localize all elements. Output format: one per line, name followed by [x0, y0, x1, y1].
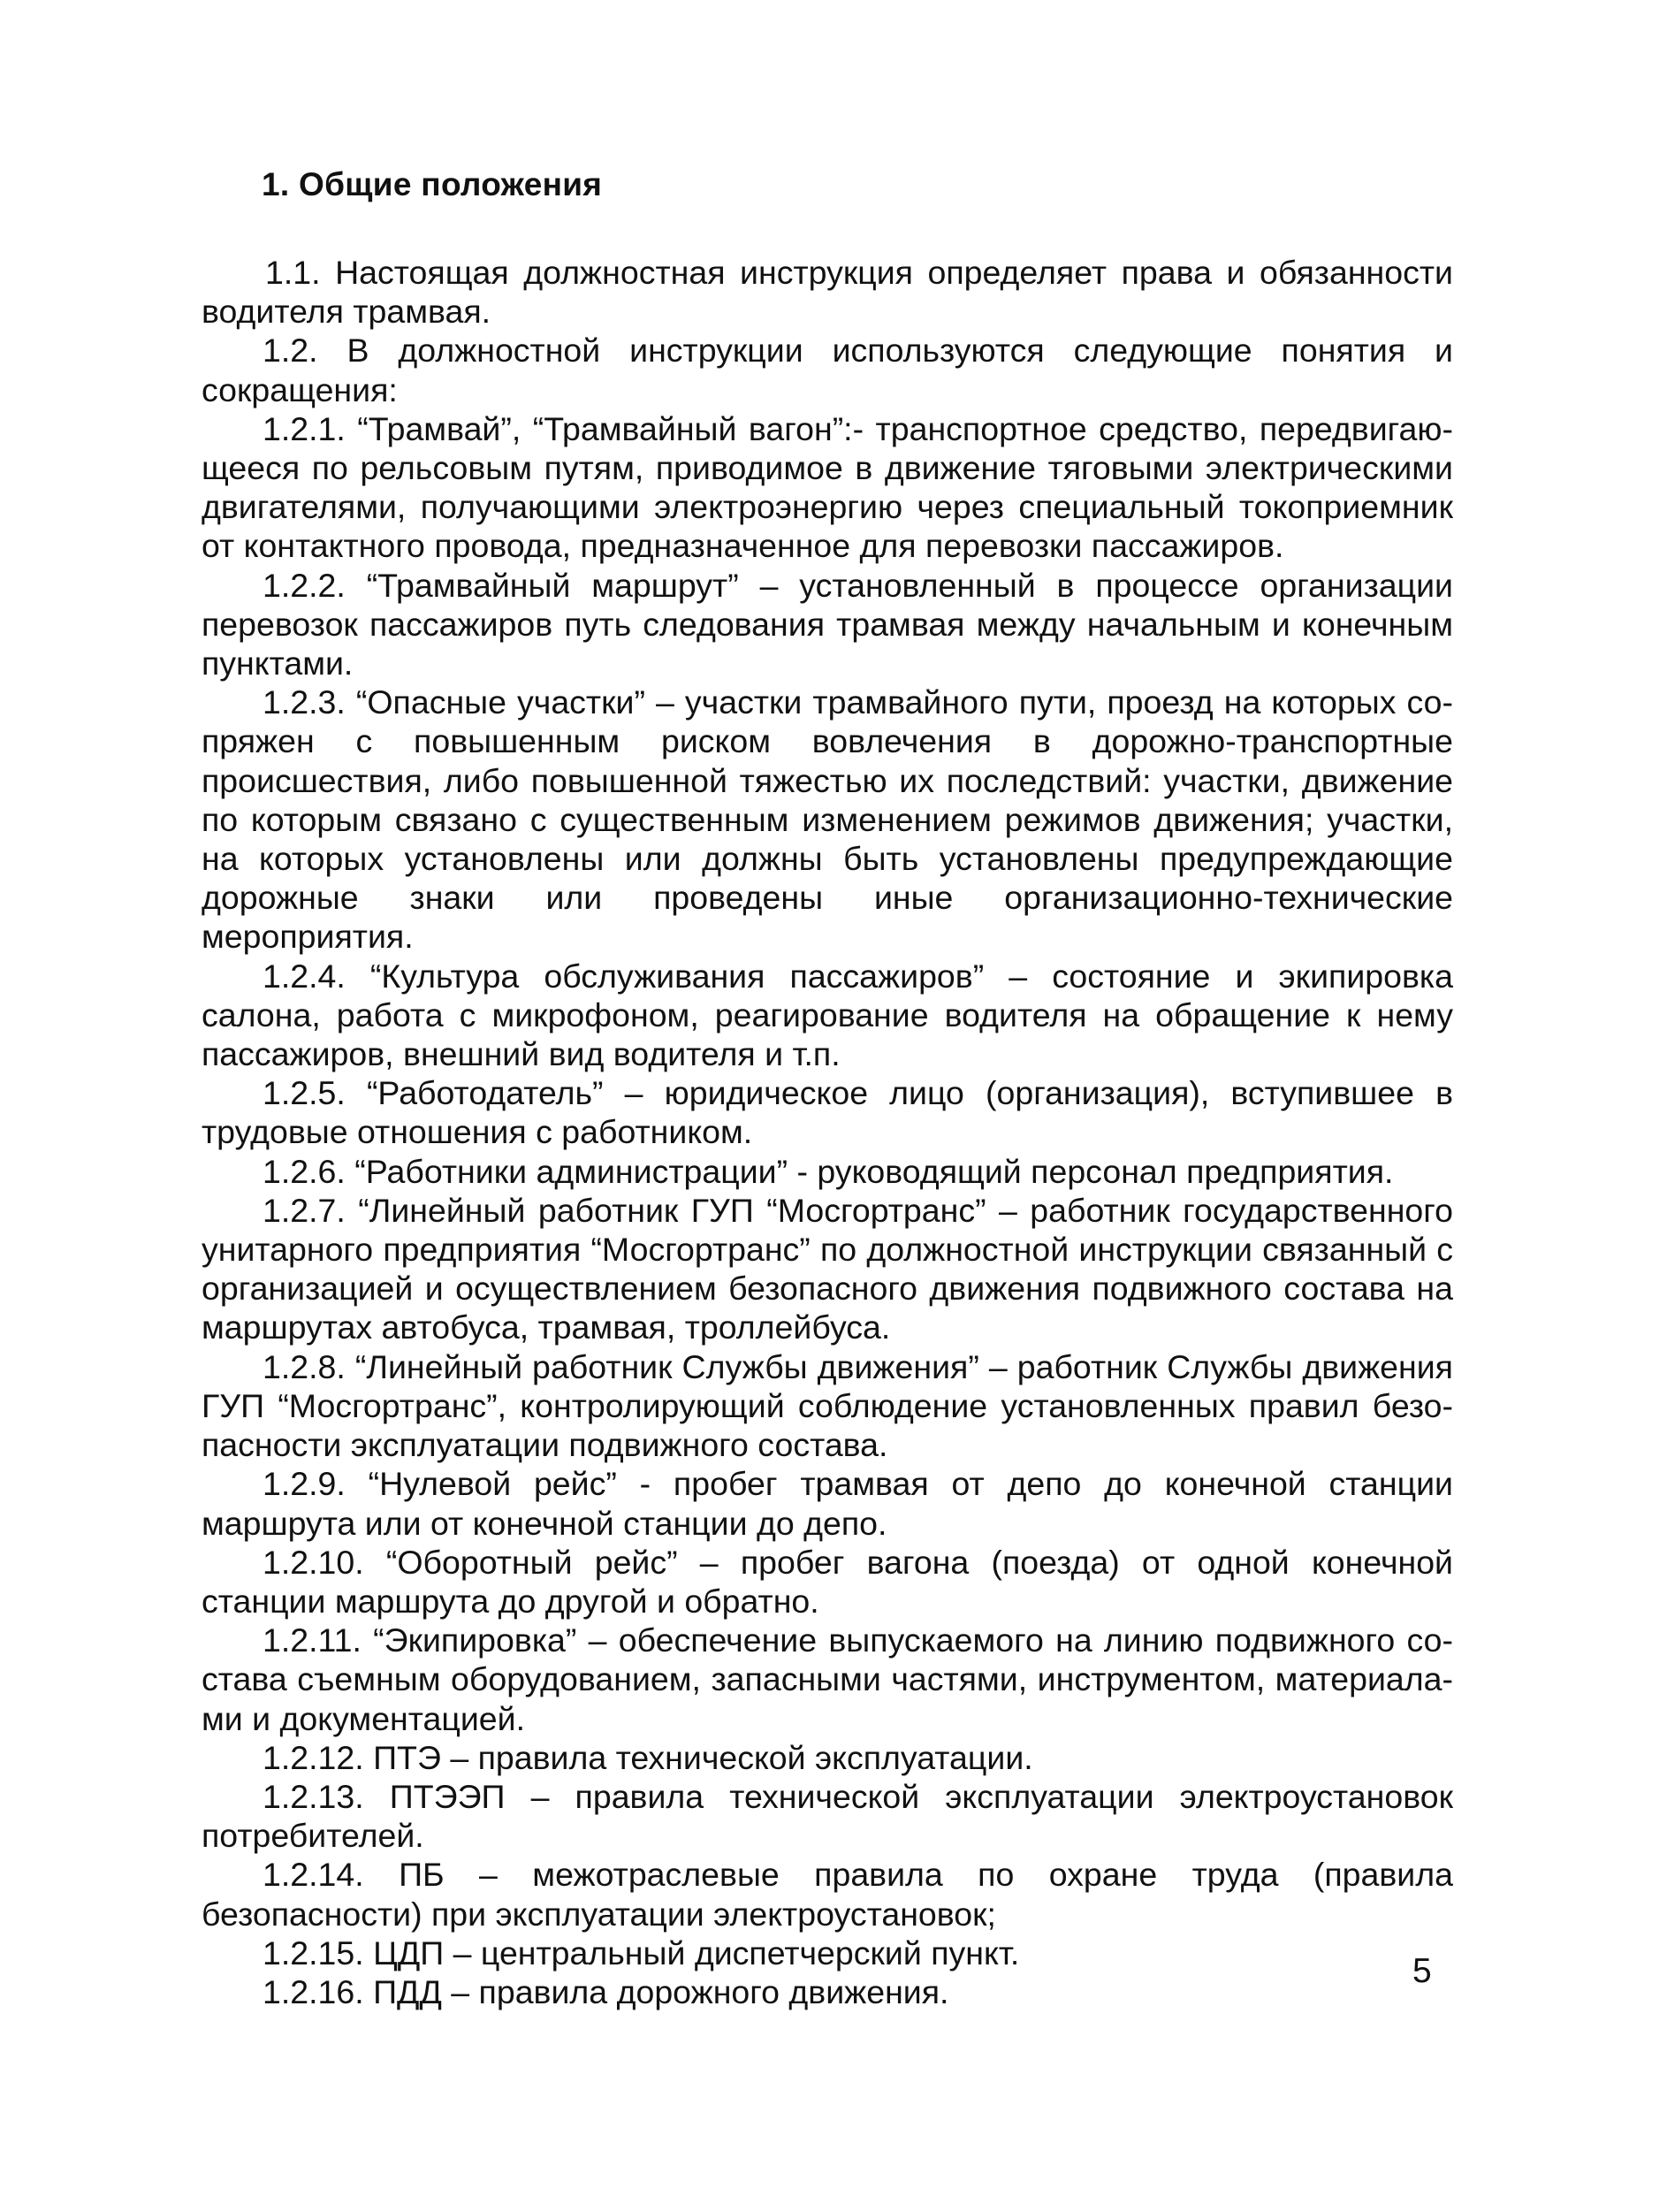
- paragraph-1-2-13: 1.2.13. ПТЭЭП – правила технической эксплуатации электроустановок потребителей.: [202, 1777, 1453, 1855]
- paragraph-1-2-2: 1.2.2. “Трамвайный маршрут” – установленный в процессе организации перевозок пассажиров путь следования трамвая между начальным и конечным пунктами.: [202, 566, 1453, 683]
- page-number: 5: [1412, 1952, 1432, 1990]
- paragraph-1-2-15: 1.2.15. ЦДП – центральный диспетчерский пункт.: [263, 1934, 1020, 1972]
- paragraph-1-2-6: 1.2.6. “Работники администрации” - руководящий персонал предприятия.: [263, 1152, 1394, 1190]
- paragraph-1-2-9: 1.2.9. “Нулевой рейс” - пробег трамвая от депо до конечной станции маршрута или от конечной станции до депо.: [202, 1465, 1453, 1542]
- paragraph-1-2-14: 1.2.14. ПБ – межотраслевые правила по охране труда (правила безопасности) при эксплуатации электроустановок;: [202, 1856, 1453, 1933]
- paragraph-1-2-16: 1.2.16. ПДД – правила дорожного движения.: [263, 1972, 949, 2010]
- paragraph-1-2-8: 1.2.8. “Линейный работник Службы движения” – работник Службы движения ГУП “Мосгортранс”, контролирующий соблюдение установленных правил безопасности эксплуатации подвижного состава.: [202, 1347, 1453, 1464]
- paragraph-1-2-1: 1.2.1. “Трамвай”, “Трамвайный вагон”:- транспортное средство, передвигающееся по рельсовым путям, приводимое в движение тяговыми электрическими двигателями, получающими электроэнергию через специальный токоприемник от контактного провода, предназначенное для перевозки пассажиров.: [202, 409, 1453, 565]
- paragraph-1-2-7: 1.2.7. “Линейный работник ГУП “Мосгортранс” – работник государственного унитарного предприятия “Мосгортранс” по должностной инструкции связанный с организацией и осуществлением безопасного движения подвижного состава на маршрутах автобуса, трамвая, троллейбуса.: [202, 1191, 1453, 1346]
- paragraph-1-2: 1.2. В должностной инструкции используются следующие понятия и сокращения:: [202, 332, 1453, 408]
- paragraph-1-2-4: 1.2.4. “Культура обслуживания пассажиров” – состояние и экипировка салона, работа с микрофоном, реагирование водителя на обращение к нему пассажиров, внешний вид водителя и т.п.: [202, 957, 1453, 1073]
- section-title: 1. Общие положения: [262, 166, 603, 202]
- paragraph-1-2-12: 1.2.12. ПТЭ – правила технической эксплуатации.: [263, 1738, 1033, 1776]
- section-body: [202, 253, 1453, 2011]
- paragraph-1-2-10: 1.2.10. “Оборотный рейс” – пробег вагона (поезда) от одной конечной станции маршрута до другой и обратно.: [202, 1543, 1453, 1620]
- paragraph-1-1: 1.1. Настоящая должностная инструкция определяет права и обязанности водителя трамвая.: [202, 254, 1453, 331]
- paragraph-1-2-11: 1.2.11. “Экипировка” – обеспечение выпускаемого на линию подвижного состава съемным оборудованием, запасными частями, инструментом, материалами и документацией.: [202, 1621, 1453, 1737]
- paragraph-1-2-3: 1.2.3. “Опасные участки” – участки трамвайного пути, проезд на которых сопряжен с повышенным риском вовлечения в дорожно-транспортные происшествия, либо повышенной тяжестью их последствий: участки, движение по которым связано с существенным изменением режимов движения; участки, на которых установлены или должны быть установлены предупреждающие дорожные знаки или проведены иные организационно-технические мероприятия.: [202, 683, 1453, 956]
- paragraph-1-2-5: 1.2.5. “Работодатель” – юридическое лицо (организация), вступившее в трудовые отношения с работником.: [202, 1074, 1453, 1151]
